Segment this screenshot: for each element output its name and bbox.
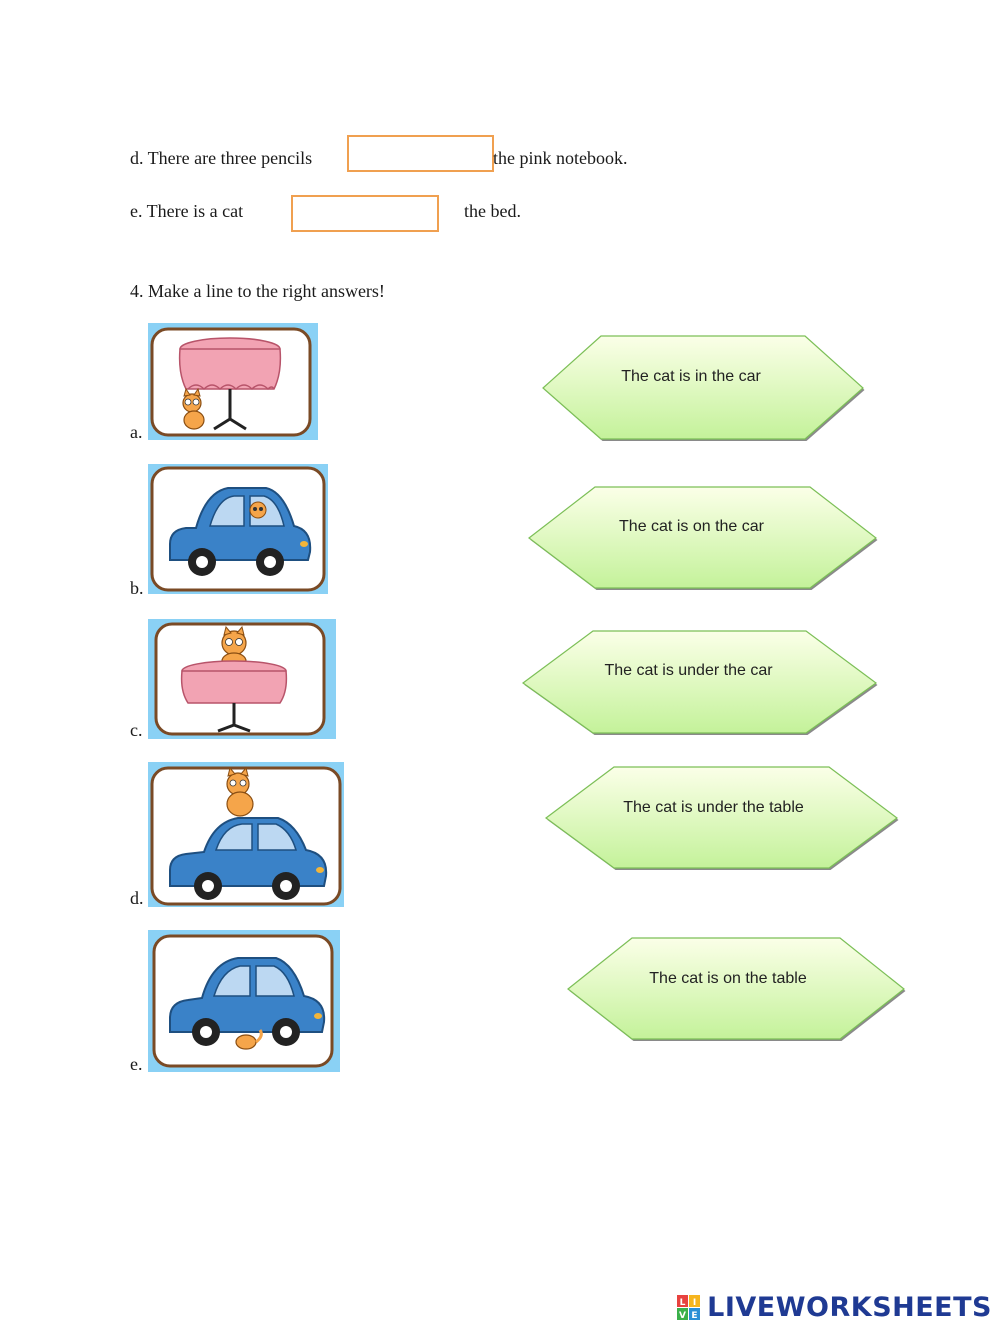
sentence-d-suffix: the pink notebook. bbox=[493, 148, 628, 168]
picture-cat-under-car[interactable] bbox=[148, 930, 340, 1072]
liveworksheets-brand bbox=[677, 1292, 992, 1323]
picture-label-b: b. bbox=[130, 578, 144, 598]
picture-label-c: c. bbox=[130, 720, 143, 740]
answer-hexagon-5-label: The cat is on the table bbox=[649, 969, 807, 987]
answer-hexagon-5[interactable] bbox=[568, 938, 904, 1041]
picture-label-a: a. bbox=[130, 422, 143, 442]
picture-label-d: d. bbox=[130, 888, 144, 908]
picture-cat-under-table[interactable] bbox=[148, 323, 318, 440]
logo-letter-i: I bbox=[692, 1297, 697, 1308]
sentence-e-suffix: the bed. bbox=[464, 201, 521, 221]
answer-box-e[interactable] bbox=[291, 195, 439, 232]
sentence-d-prefix: d. There are three pencils bbox=[130, 148, 313, 168]
answer-hexagon-4-label: The cat is under the table bbox=[623, 798, 804, 816]
picture-cat-on-table[interactable] bbox=[148, 619, 336, 739]
brand-name: LIVEWORKSHEETS bbox=[707, 1292, 992, 1323]
picture-cat-in-car[interactable] bbox=[148, 464, 328, 594]
picture-label-e: e. bbox=[130, 1054, 143, 1074]
answer-hexagon-4[interactable] bbox=[546, 767, 897, 870]
answer-box-d[interactable] bbox=[347, 135, 494, 172]
logo-letter-v: V bbox=[679, 1310, 687, 1321]
sentence-e-prefix: e. There is a cat bbox=[130, 201, 244, 221]
answer-hexagon-3[interactable] bbox=[523, 631, 876, 735]
answer-hexagon-1-label: The cat is in the car bbox=[621, 367, 761, 385]
picture-cat-on-car[interactable] bbox=[148, 762, 344, 907]
logo-letter-e: E bbox=[691, 1310, 698, 1321]
answer-hexagon-2-label: The cat is on the car bbox=[619, 517, 764, 535]
logo-letter-l: L bbox=[679, 1297, 686, 1308]
answer-hexagon-2[interactable] bbox=[529, 487, 876, 590]
section-4-heading: 4. Make a line to the right answers! bbox=[130, 281, 385, 301]
answer-hexagon-3-label: The cat is under the car bbox=[604, 662, 773, 679]
answer-hexagon-1[interactable] bbox=[543, 336, 863, 441]
liveworksheets-logo-icon bbox=[677, 1295, 701, 1321]
